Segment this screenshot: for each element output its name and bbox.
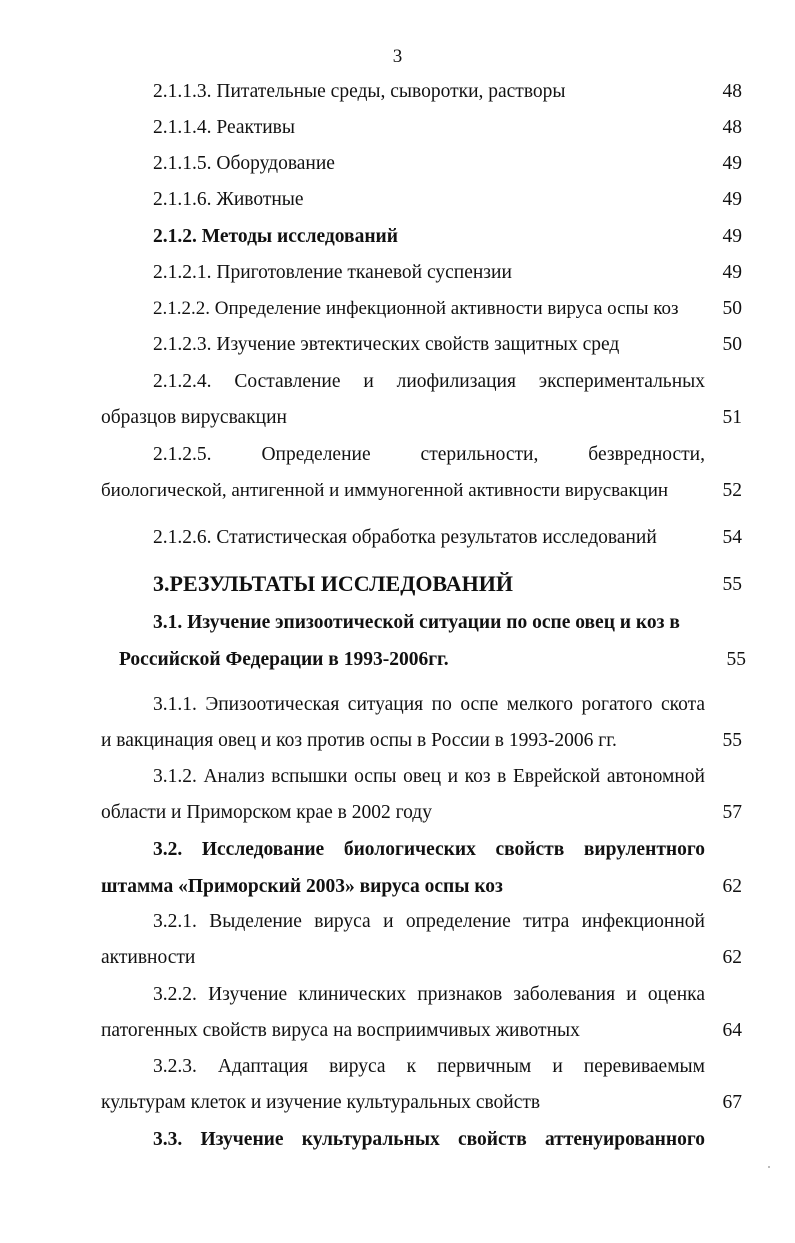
toc-entry-page: 57 <box>722 802 742 823</box>
toc-entry-text: 2.1.1.5. Оборудование <box>153 153 335 174</box>
toc-entry-page: 55 <box>726 649 746 670</box>
toc-entry-text: 2.1.2.6. Статистическая обработка результатов исследований <box>153 527 657 548</box>
toc-entry-text-continued: патогенных свойств вируса на восприимчивых животных <box>101 1020 580 1041</box>
toc-entry-page: 48 <box>722 117 742 138</box>
scan-speck <box>768 1166 770 1168</box>
toc-entry-text: 2.1.2.4. Составление и лиофилизация экспериментальных <box>153 371 705 392</box>
toc-entry-page: 49 <box>722 153 742 174</box>
toc-entry-text: 2.1.2.3. Изучение эвтектических свойств защитных сред <box>153 334 620 355</box>
toc-entry-page: 51 <box>722 407 742 428</box>
toc-entry-page: 49 <box>722 262 742 283</box>
toc-entry-page: 67 <box>722 1092 742 1113</box>
toc-entry-text-continued: культурам клеток и изучение культуральных свойств <box>101 1092 541 1113</box>
toc-section-heading-continued: Российской Федерации в 1993-2006гг. <box>119 649 449 670</box>
toc-entry-text: 3.2.3. Адаптация вируса к первичным и перевиваемым <box>153 1056 705 1077</box>
toc-entry-text: 2.1.1.3. Питательные среды, сыворотки, растворы <box>153 81 566 102</box>
toc-entry-page: 62 <box>722 876 742 897</box>
toc-entry-page: 64 <box>722 1020 742 1041</box>
toc-entry-text: 2.1.1.6. Животные <box>153 189 304 210</box>
toc-entry-page: 49 <box>722 226 742 247</box>
toc-entry-page: 52 <box>722 480 742 501</box>
toc-entry-text: 3.2.1. Выделение вируса и определение титра инфекционной <box>153 911 705 932</box>
toc-section-heading: 2.1.2. Методы исследований <box>153 226 399 247</box>
toc-section-heading: 3.3. Изучение культуральных свойств аттенуированного <box>153 1129 705 1150</box>
toc-entry-page: 62 <box>722 947 742 968</box>
toc-entry-text-continued: области и Приморском крае в 2002 году <box>101 802 432 823</box>
toc-entry-page: 55 <box>722 574 742 595</box>
toc-entry-page: 55 <box>722 730 742 751</box>
toc-chapter-heading: 3.РЕЗУЛЬТАТЫ ИССЛЕДОВАНИЙ <box>153 571 513 596</box>
toc-entry-text: 2.1.2.1. Приготовление тканевой суспензии <box>153 262 512 283</box>
toc-entry-page: 54 <box>722 527 742 548</box>
toc-section-heading: 3.2. Исследование биологических свойств вирулентного <box>153 839 705 860</box>
toc-entry-text-continued: и вакцинация овец и коз против оспы в России в 1993-2006 гг. <box>101 730 617 751</box>
toc-entry-page: 50 <box>722 298 742 319</box>
toc-entry-page: 48 <box>722 81 742 102</box>
toc-entry-text: 3.1.2. Анализ вспышки оспы овец и коз в Еврейской автономной <box>153 766 705 787</box>
toc-entry-text-continued: образцов вирусвакцин <box>101 407 287 428</box>
toc-section-heading: 3.1. Изучение эпизоотической ситуации по оспе овец и коз в <box>153 612 680 633</box>
toc-entry-page: 49 <box>722 189 742 210</box>
toc-entry-text: 2.1.2.5. Определение стерильности, безвредности, <box>153 444 705 465</box>
toc-section-heading-continued: штамма «Приморский 2003» вируса оспы коз <box>101 876 503 897</box>
toc-entry-text: 3.2.2. Изучение клинических признаков заболевания и оценка <box>153 984 705 1005</box>
page-number: 3 <box>392 46 403 67</box>
toc-entry-page: 50 <box>722 334 742 355</box>
toc-entry-text: 3.1.1. Эпизоотическая ситуация по оспе мелкого рогатого скота <box>153 694 705 715</box>
toc-entry-text: 2.1.2.2. Определение инфекционной активности вируса оспы коз <box>153 298 679 319</box>
toc-entry-text-continued: биологической, антигенной и иммуногенной активности вирусвакцин <box>101 480 669 501</box>
toc-entry-text: 2.1.1.4. Реактивы <box>153 117 295 138</box>
toc-entry-text-continued: активности <box>101 947 196 968</box>
